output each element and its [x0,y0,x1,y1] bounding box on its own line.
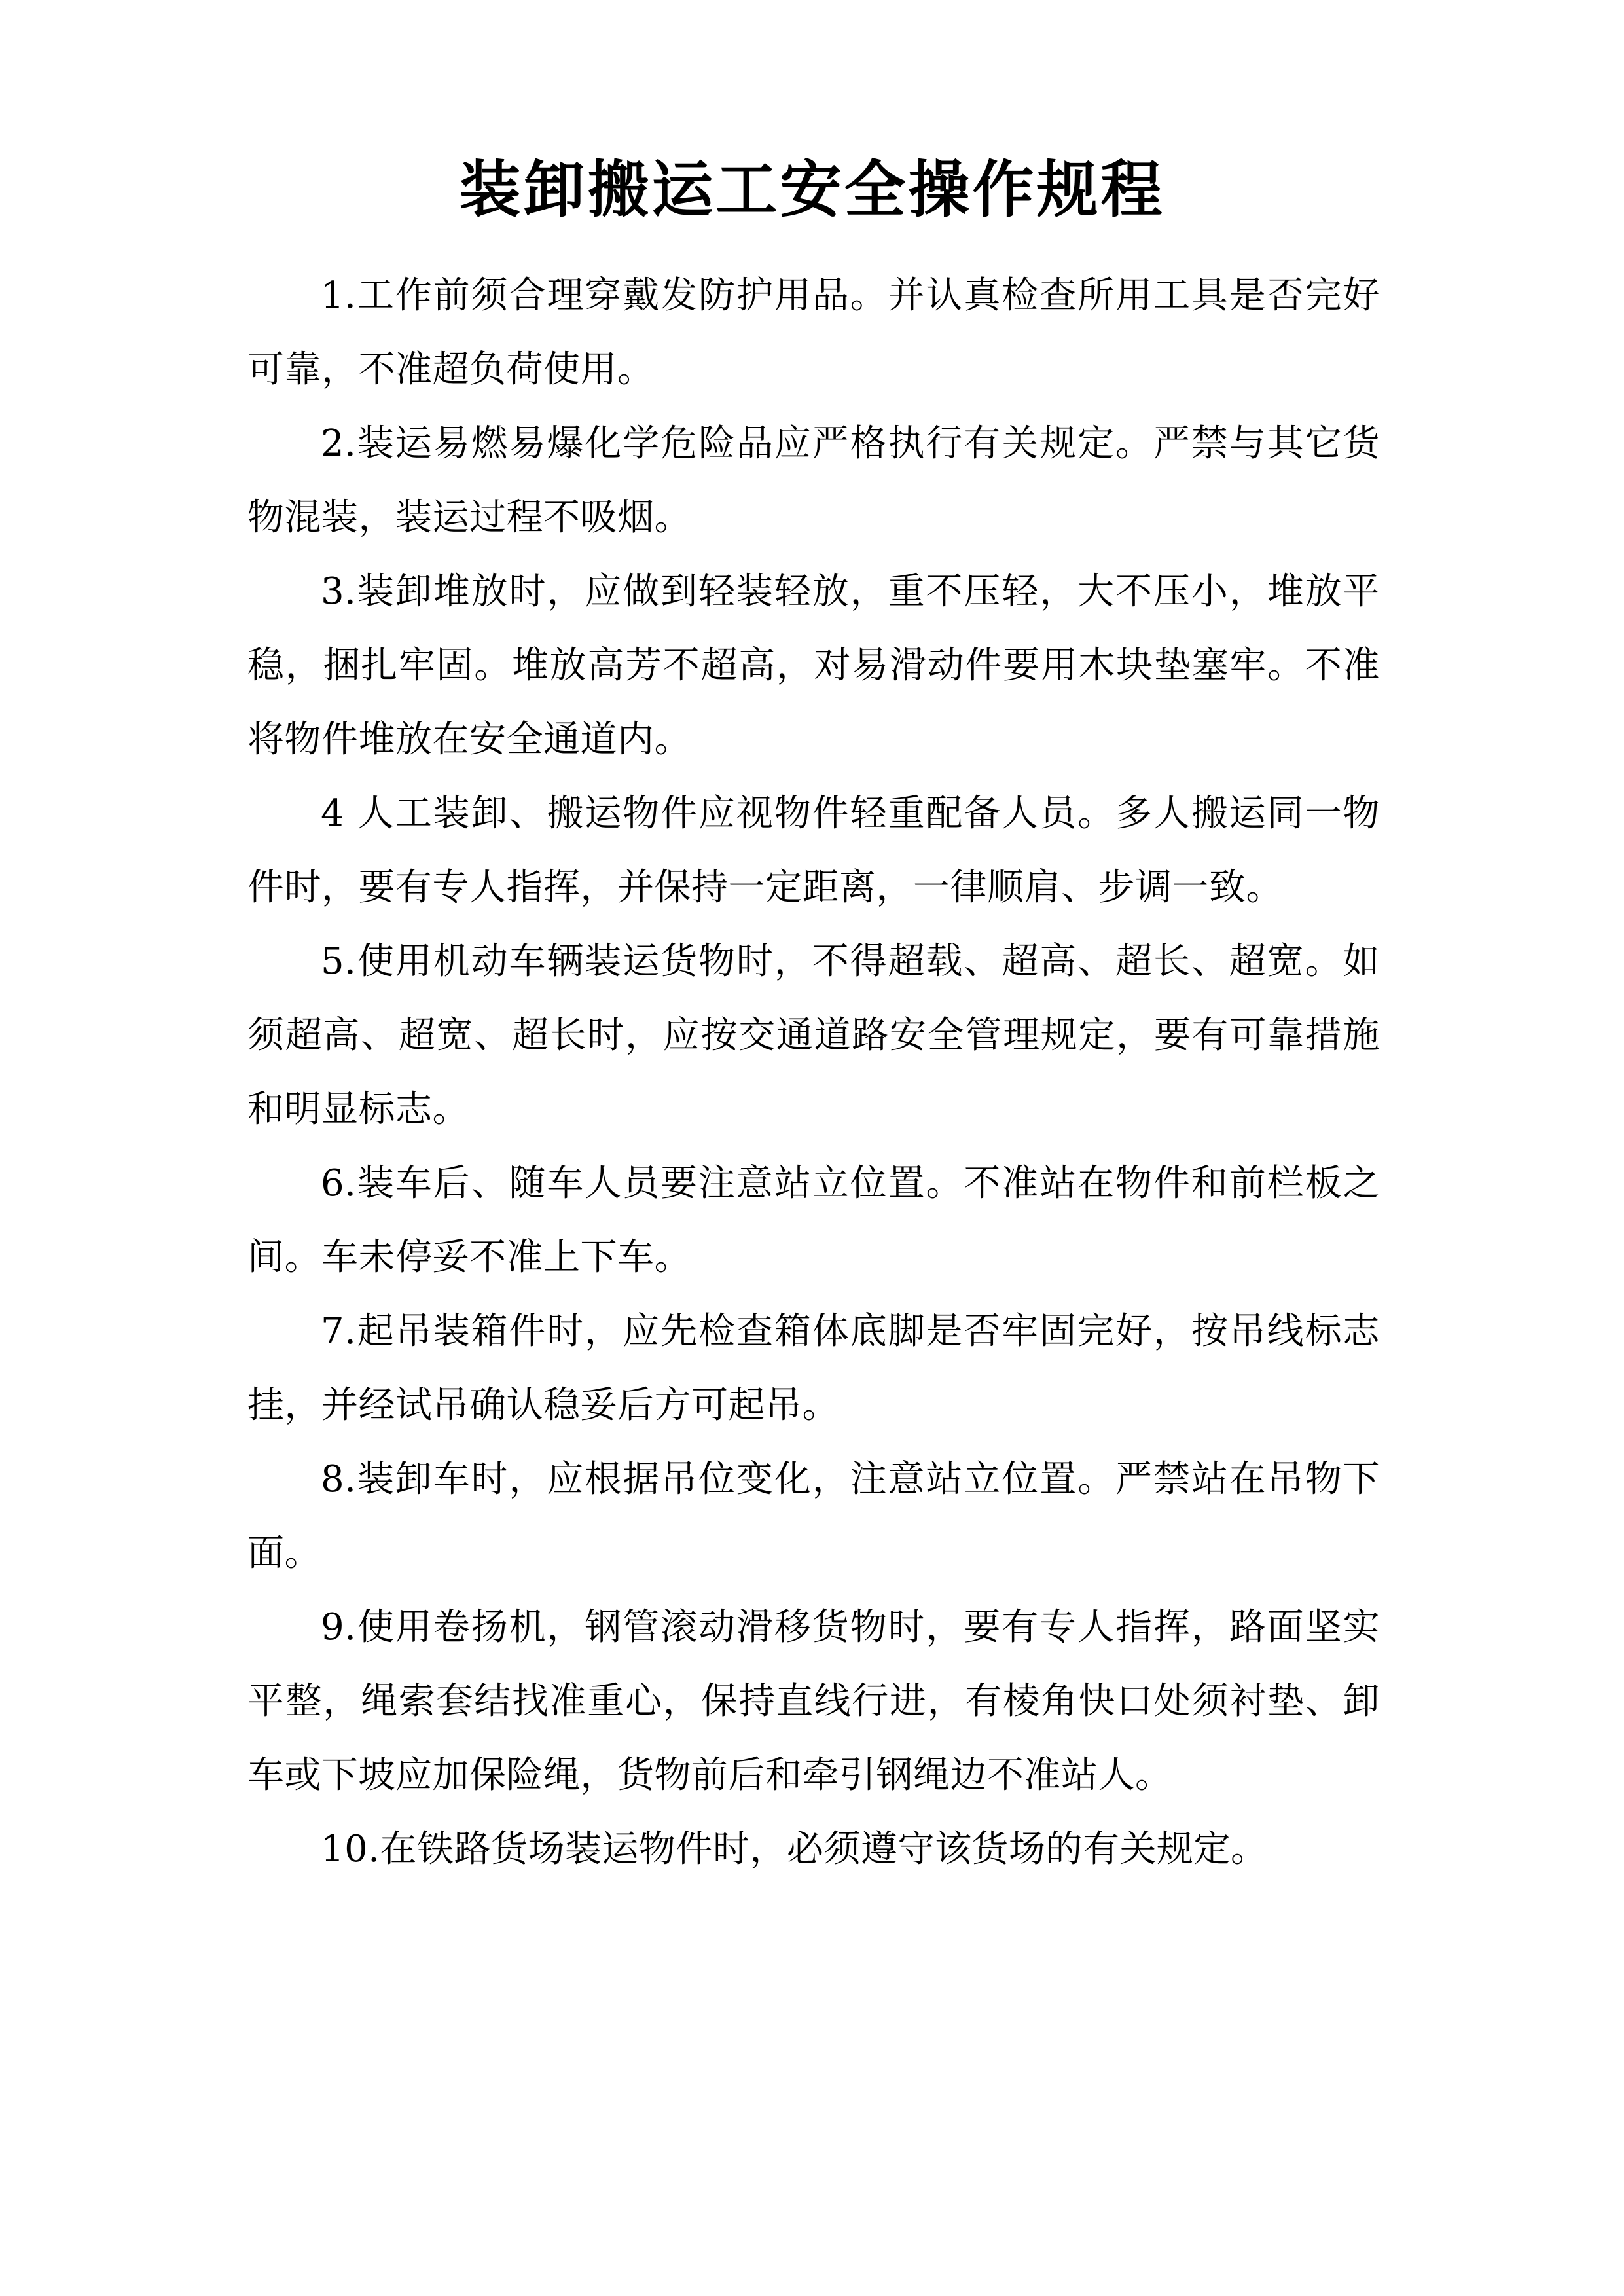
rule-paragraph-7: 7.起吊装箱件时，应先检查箱体底脚是否牢固完好，按吊线标志挂，并经试吊确认稳妥后方可起吊。 [247,1310,1380,1427]
rule-paragraph-6: 6.装车后、随车人员要注意站立位置。不准站在物件和前栏板之间。车未停妥不准上下车。 [247,1162,1380,1279]
rule-paragraph-4: 4 人工装卸、搬运物件应视物件轻重配备人员。多人搬运同一物件时，要有专人指挥，并保持一定距离，一律顺肩、步调一致。 [247,792,1380,909]
rule-paragraph-5: 5.使用机动车辆装运货物时，不得超载、超高、超长、超宽。如须超高、超宽、超长时，应按交通道路安全管理规定，要有可靠措施和明显标志。 [247,940,1380,1131]
document-title: 装卸搬运工安全操作规程 [459,154,1165,226]
rule-paragraph-1: 1.工作前须合理穿戴发防护用品。并认真检查所用工具是否完好可靠，不准超负荷使用。 [247,274,1380,391]
rule-paragraph-2: 2.装运易燃易爆化学危险品应严格执行有关规定。严禁与其它货物混装，装运过程不吸烟。 [247,422,1380,539]
document-body [247,259,1380,1886]
rule-paragraph-8: 8.装卸车时，应根据吊位变化，注意站立位置。严禁站在吊物下面。 [247,1458,1380,1575]
rule-paragraph-9: 9.使用卷扬机，钢管滚动滑移货物时，要有专人指挥，路面坚实平整，绳索套结找准重心，保持直线行进，有棱角快口处须衬垫、卸车或下坡应加保险绳，货物前后和牵引钢绳边不准站人。 [247,1606,1380,1796]
rule-paragraph-3: 3.装卸堆放时，应做到轻装轻放，重不压轻，大不压小，堆放平稳，捆扎牢固。堆放高芳不超高，对易滑动件要用木块垫塞牢。不准将物件堆放在安全通道内。 [247,570,1380,761]
rule-paragraph-10: 10.在铁路货场装运物件时，必须遵守该货场的有关规定。 [321,1828,1268,1870]
